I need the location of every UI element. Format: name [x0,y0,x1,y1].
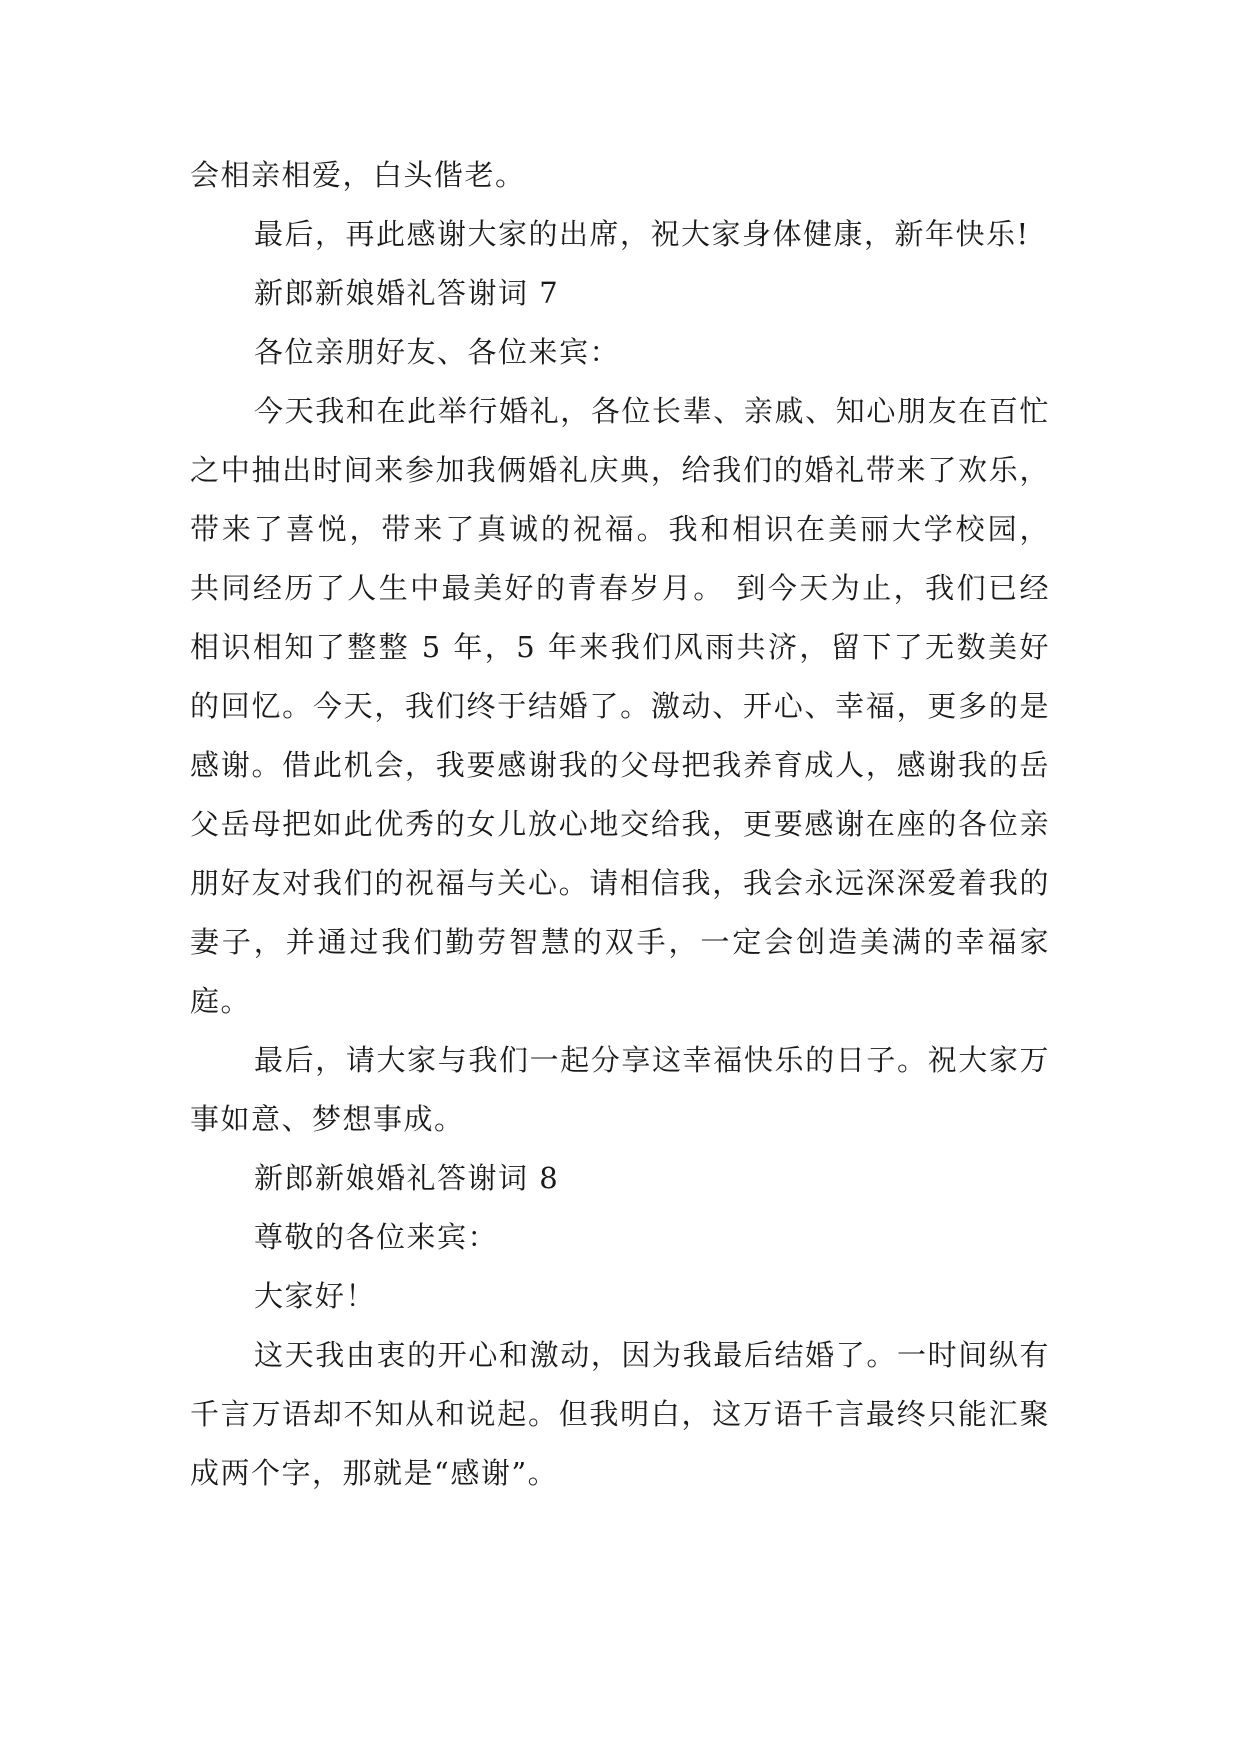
greeting-8: 大家好！ [254,1279,377,1313]
section-heading-8: 新郎新娘婚礼答谢词 8 [254,1161,560,1195]
document-body [190,146,1050,1503]
paragraph-closing-7: 最后，请大家与我们一起分享这幸福快乐的日子。祝大家万事如意、梦想事成。 [190,1043,1050,1136]
salutation-7: 各位亲朋好友、各位来宾： [254,335,621,369]
paragraph-closing-wishes: 最后，再此感谢大家的出席，祝大家身体健康，新年快乐! [254,217,1030,251]
paragraph-continuation: 会相亲相爱，白头偕老。 [190,158,526,192]
paragraph-body-7: 今天我和在此举行婚礼，各位长辈、亲戚、知心朋友在百忙之中抽出时间来参加我俩婚礼庆典，给我们的婚礼带来了欢乐，带来了喜悦，带来了真诚的祝福。我和相识在美丽大学校园， 共同经历了人生中最美好的青春岁月。 到今天为止，我们已经相识相知了整整 5 年，5 年来我们风雨共济，留下了无数美好的回忆。今天，我们终于结婚了。激动、开心、幸福，更多的是感谢。借此机会，我要感谢我的父母把我养育成人，感谢我的岳父岳母把如此优秀的女儿放心地交给我，更要感谢在座的各位亲朋好友对我们的祝福与关心。请相信我，我会永远深深爱着我的妻子，并通过我们勤劳智慧的双手，一定会创造美满的幸福家庭。 [190,394,1050,1018]
section-heading-7: 新郎新娘婚礼答谢词 7 [254,276,560,310]
paragraph-body-8: 这天我由衷的开心和激动，因为我最后结婚了。一时间纵有千言万语却不知从和说起。但我明白，这万语千言最终只能汇聚成两个字，那就是“感谢”。 [190,1338,1050,1490]
salutation-8: 尊敬的各位来宾： [254,1220,499,1254]
